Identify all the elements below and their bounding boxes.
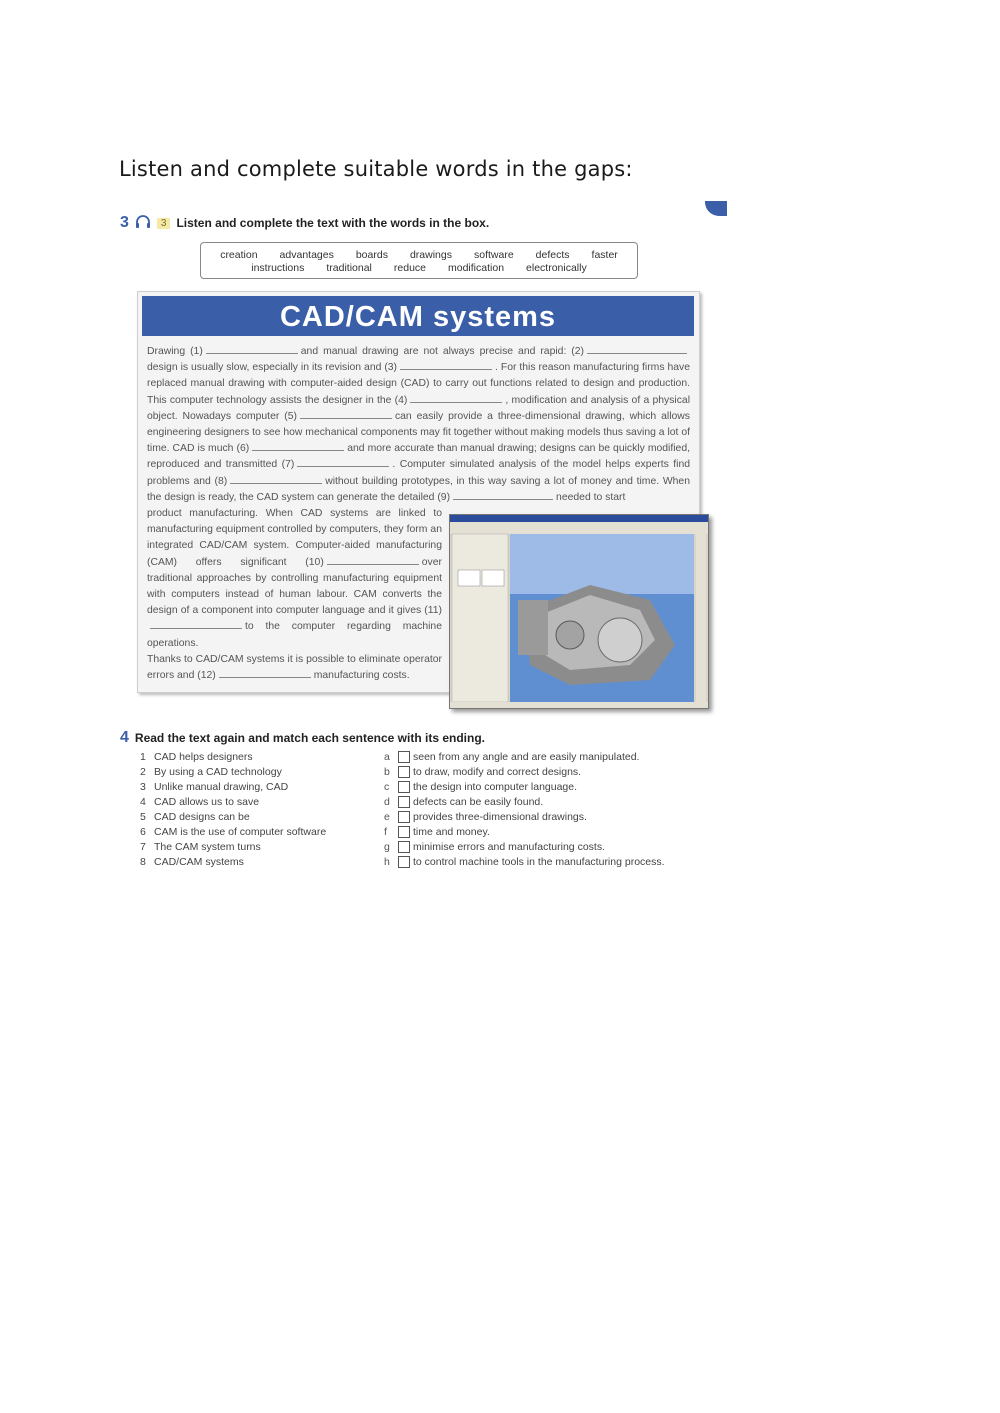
exercise-3-number: 3 (120, 214, 129, 231)
passage-text: without building prototypes, in this way saving a lot of money and time. When the design is ready, the CAD system can generate the detailed (9) (147, 475, 690, 503)
answer-checkbox[interactable] (398, 856, 410, 868)
exercise-3-header (120, 214, 489, 232)
ending-item: c the design into computer language. (384, 781, 578, 793)
word-item: faster (591, 249, 618, 261)
word-item: reduce (393, 262, 426, 274)
answer-checkbox[interactable] (398, 781, 410, 793)
passage-text: product manufacturing. When CAD systems are linked to manufacturing equipment controlled by computers, they form an integrated CAD/CAM system. Computer-aided manufacturing (CAM) offers significant (10) (147, 508, 442, 568)
gap-12[interactable] (219, 668, 311, 678)
passage-text: over traditional approaches by controlling manufacturing equipment with computers instead of human labour. CAM converts the design of a component into computer language and it gives (11) (147, 556, 442, 617)
passage-text: and manual drawing are not always precise and rapid: (2) (300, 346, 585, 357)
sentence-item: 3 Unlike manual drawing, CAD (140, 781, 289, 793)
ending-item: h to control machine tools in the manufacturing process. (384, 856, 665, 868)
ending-item: d defects can be easily found. (384, 796, 544, 808)
gap-4[interactable] (410, 393, 502, 403)
answer-checkbox[interactable] (398, 811, 410, 823)
gap-5[interactable] (300, 409, 392, 419)
sentence-item: 4 CAD allows us to save (140, 796, 260, 808)
passage-text: . Computer simulated analysis of the model helps experts find problems and (8) (147, 459, 690, 487)
gap-7[interactable] (297, 457, 389, 467)
cad-software-screenshot (449, 514, 709, 709)
gap-1[interactable] (206, 344, 298, 354)
gap-6[interactable] (252, 441, 344, 451)
gap-10[interactable] (327, 555, 419, 565)
word-item: advantages (279, 249, 334, 261)
word-item: electronically (526, 262, 587, 274)
ending-item: f time and money. (384, 826, 490, 838)
word-item: defects (535, 249, 570, 261)
ending-item: b to draw, modify and correct designs. (384, 766, 582, 778)
passage-text: design is usually slow, especially in its revision and (3) (147, 362, 398, 374)
audio-track-number: 3 (157, 218, 171, 229)
gap-8[interactable] (230, 474, 322, 484)
headphones-icon (135, 215, 151, 231)
answer-checkbox[interactable] (398, 766, 410, 778)
word-box-row-1 (201, 249, 637, 261)
passage-text: needed to start (556, 491, 626, 503)
ending-item: g minimise errors and manufacturing costs. (384, 841, 605, 853)
page-instruction: Listen and complete suitable words in the gaps: (119, 157, 633, 181)
exercise-3-title: Listen and complete the text with the words in the box. (176, 216, 490, 230)
sentence-item: 8 CAD/CAM systems (140, 856, 244, 868)
ending-item: a seen from any angle and are easily manipulated. (384, 751, 640, 763)
passage-text: , modification and analysis of a physical object. Nowadays computer (5) (147, 394, 690, 422)
passage-text: Drawing (1) (147, 346, 203, 357)
ending-item: e provides three-dimensional drawings. (384, 811, 587, 823)
sentence-item: 7 The CAM system turns (140, 841, 261, 853)
word-item: software (473, 249, 514, 261)
gap-11[interactable] (150, 619, 242, 629)
gap-3[interactable] (400, 360, 492, 370)
gap-9[interactable] (453, 490, 553, 500)
gap-2[interactable] (587, 344, 687, 354)
passage-narrow-column (147, 506, 442, 684)
word-item: drawings (409, 249, 452, 261)
answer-checkbox[interactable] (398, 751, 410, 763)
passage-text: to the computer regarding machine operations. (147, 621, 442, 649)
word-box-row-2 (201, 262, 637, 274)
word-item: creation (220, 249, 258, 261)
sentence-item: 1 CAD helps designers (140, 751, 253, 763)
word-item: traditional (326, 262, 372, 274)
sentence-item: 2 By using a CAD technology (140, 766, 282, 778)
article-title: CAD/CAM systems (142, 296, 694, 336)
corner-tab-decoration (705, 201, 727, 216)
answer-checkbox[interactable] (398, 826, 410, 838)
passage-text: and more accurate than manual drawing; designs can be quickly modified, reproduced and transmitted (7) (147, 443, 690, 471)
word-item: boards (355, 249, 388, 261)
passage-text: manufacturing costs. (313, 670, 410, 682)
word-item: instructions (251, 262, 305, 274)
word-item: modification (448, 262, 505, 274)
sentence-item: 5 CAD designs can be (140, 811, 250, 823)
passage-text: can easily provide a three-dimensional drawing, which allows engineering designers to see how mechanical components may fit together without making models thus saving a lot of time. CAD is much (6) (147, 410, 690, 455)
exercise-4-header (120, 729, 485, 747)
exercise-4-title: Read the text again and match each sentence with its ending. (134, 731, 485, 745)
word-box (200, 242, 638, 279)
answer-checkbox[interactable] (398, 841, 410, 853)
passage-text: Thanks to CAD/CAM systems it is possible to eliminate operator errors and (12) (147, 653, 442, 682)
passage-text: . For this reason manufacturing firms have replaced manual drawing with computer-aided design (CAD) to carry out functions related to design and production. This computer technology assists the designer in the (4) (147, 362, 690, 406)
sentence-item: 6 CAM is the use of computer software (140, 826, 327, 838)
answer-checkbox[interactable] (398, 796, 410, 808)
exercise-4-number: 4 (120, 729, 129, 746)
